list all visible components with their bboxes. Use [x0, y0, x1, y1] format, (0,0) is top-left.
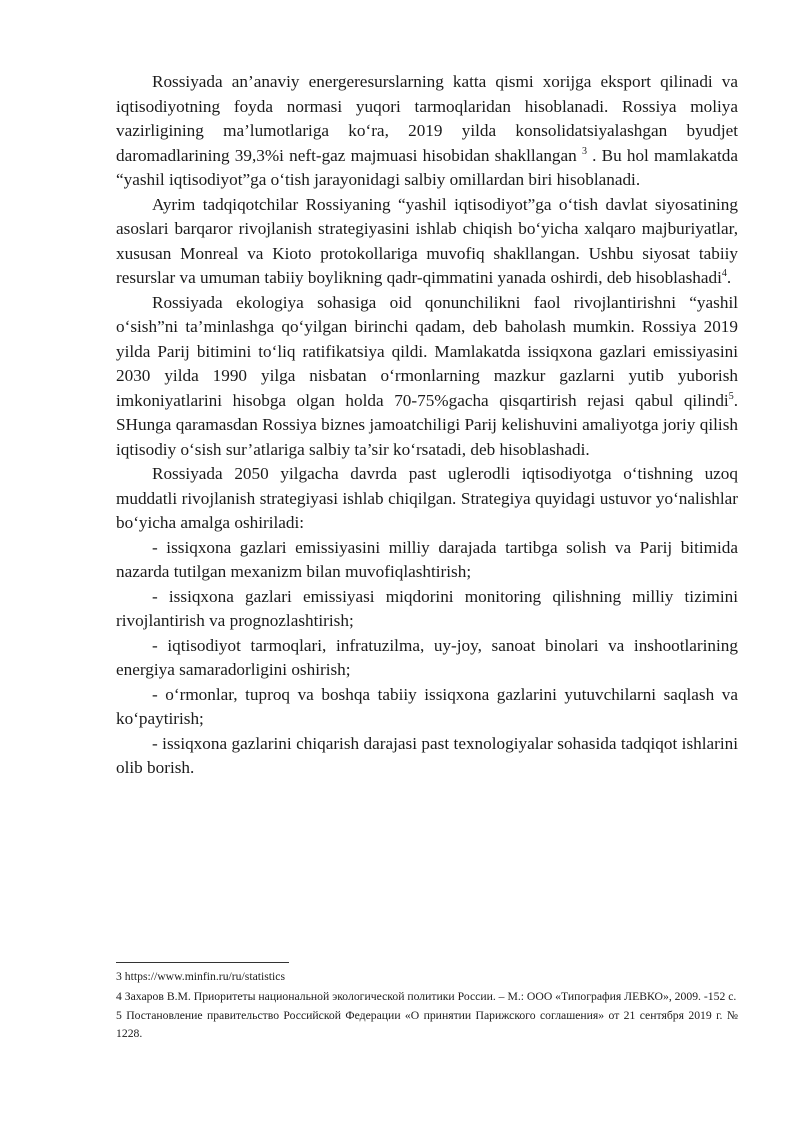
- footnote-ref-5[interactable]: 5: [728, 390, 734, 402]
- footnote-3: 3 https://www.minfin.ru/ru/statistics: [116, 970, 286, 983]
- list-item: - issiqxona gazlarini chiqarish darajasi past texnologiyalar sohasida tadqiqot ishlarini olib borish.: [116, 733, 738, 777]
- paragraph-4: Rossiyada 2050 yilgacha davrda past uglerodli iqtisodiyotga o‘tishning uzoq muddatli rivojlanish strategiyasi ishlab chiqilgan. Strategiya quyidagi ustuvor yo‘nalishlar bo‘yicha amalga oshiriladi:: [116, 464, 738, 532]
- footnote-ref-3[interactable]: 3: [581, 145, 587, 157]
- paragraph-2-text: Ayrim tadqiqotchilar Rossiyaning “yashil iqtisodiyot”ga o‘tish davlat siyosatining asoslari barqaror rivojlanish strategiyasini ishlab chiqish bo‘yicha xalqaro majburiyatlar, xususan Monreal va Kioto protokollariga muvofiq shakllangan. Ushbu siyosat tabiiy resurslar va umuman tabiiy boylikning qadr-qimmatini yanada oshirdi, deb hisoblashadi: [116, 194, 738, 287]
- footnote-5: 5 Постановление правительство Российской Федерации «О принятии Парижского соглашения» от 21 сентября 2019 г. № 1228.: [116, 1009, 738, 1040]
- paragraph-3-text: Rossiyada ekologiya sohasiga oid qonunchilikni faol rivojlantirishni “yashil o‘sish”ni ta’minlashga qo‘yilgan birinchi qadam, deb baholash mumkin. Rossiya 2019 yilda Parij bitimini to‘liq ratifikatsiya qildi. Mamlakatda issiqxona gazlari emissiyasini 2030 yilda 1990 yilga nisbatan o‘rmonlarning mazkur gazlarni yutib yuborish imkoniyatlarini hisobga olgan holda 70-75%gacha qisqartirish rejasi qabul qilindi: [116, 292, 738, 410]
- paragraph-2: [116, 193, 738, 291]
- footnotes-section: [116, 962, 738, 1044]
- footnote-4: 4 Захаров В.М. Приоритеты национальной экологической политики России. – М.: ООО «Типография ЛЕВКО», 2009. -152 с.: [116, 989, 737, 1003]
- paragraph-3: [116, 291, 738, 463]
- paragraph-1: [116, 70, 738, 193]
- list-item: - o‘rmonlar, tuproq va boshqa tabiiy issiqxona gazlarini yutuvchilarni saqlash va ko‘paytirish;: [116, 684, 738, 728]
- footnote-separator: [116, 962, 289, 963]
- footnote-ref-4[interactable]: 4: [721, 268, 727, 279]
- list-item: - issiqxona gazlari emissiyasini milliy darajada tartibga solish va Parij bitimida nazarda tutilgan mexanizm bilan muvofiqlashtirish;: [116, 537, 738, 581]
- document-body: [116, 70, 738, 781]
- list-item: - iqtisodiyot tarmoqlari, infratuzilma, uy-joy, sanoat binolari va inshootlarining energiya samaradorligini oshirish;: [116, 635, 738, 679]
- paragraph-2-tail: .: [726, 268, 732, 287]
- paragraph-3-tail: . SHunga qaramasdan Rossiya biznes jamoatchiligi Parij kelishuvini amaliyotga joriy qilish iqtisodiy o‘sish sur’atlariga salbiy ta’sir ko‘rsatadi, deb hisoblashadi.: [116, 390, 738, 459]
- paragraph-1-text: Rossiyada an’anaviy energeresurslarning katta qismi xorijga eksport qilinadi va iqtisodiyotning foyda normasi yuqori tarmoqlaridan hisoblanadi. Rossiya moliya vazirligining ma’lumotlariga ko‘ra, 2019 yilda konsolidatsiyalashgan byudjet daromadlarining 39,3%i neft-gaz majmuasi hisobidan shakllangan: [116, 72, 738, 165]
- paragraph-1-tail: . Bu hol mamlakatda “yashil iqtisodiyot”ga o‘tish jarayonidagi salbiy omillardan biri hisoblanadi.: [116, 145, 738, 189]
- list-item: - issiqxona gazlari emissiyasi miqdorini monitoring qilishning milliy tizimini rivojlantirish va prognozlashtirish;: [116, 586, 738, 630]
